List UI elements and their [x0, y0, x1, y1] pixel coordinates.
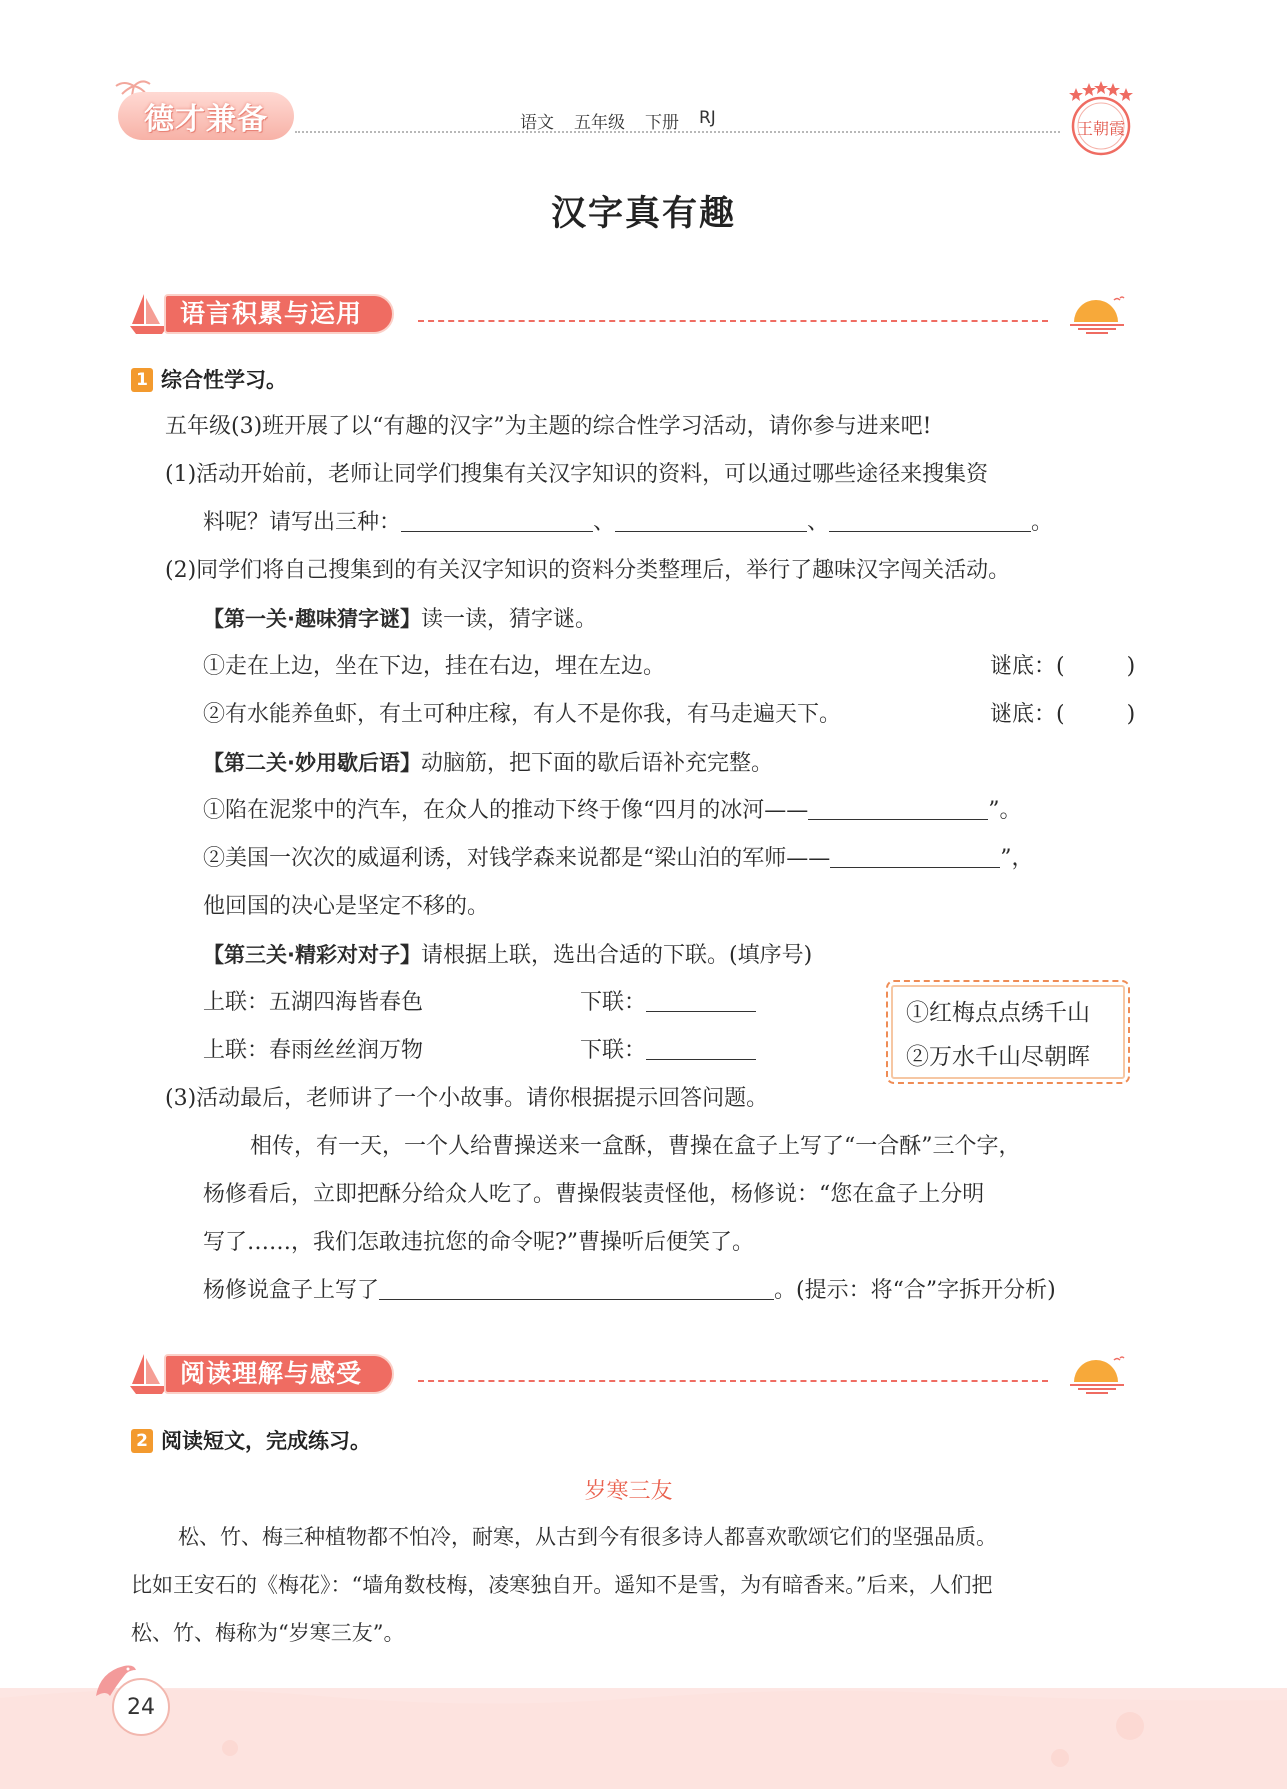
- saying-2-continued: 他回国的决心是坚定不移的。: [203, 894, 490, 919]
- reading-line-1: 松、竹、梅三种植物都不怕冷，耐寒，从古到今有很多诗人都喜欢歌颂它们的坚强品质。: [178, 1525, 997, 1549]
- question-1-heading: [131, 364, 287, 394]
- banner-dashed-line: [418, 320, 1048, 322]
- answer-prefix: 杨修说盒子上写了: [203, 1278, 380, 1303]
- reading-title: 岁寒三友: [584, 1479, 673, 1504]
- level3-title: 【第三关·精彩对对子】: [203, 943, 421, 967]
- saying-1-text: ①陷在泥浆中的汽车，在众人的推动下终于像“四月的冰河——: [203, 798, 809, 823]
- separator: 、: [593, 510, 616, 535]
- question-title: 综合性学习。: [161, 368, 287, 392]
- part1-line1: (1)活动开始前，老师让同学们搜集有关汉字知识的资料，可以通过哪些途径来搜集资: [165, 462, 989, 487]
- answer-blank-3[interactable]: [829, 509, 1031, 532]
- couplet-2-upper: 上联：春雨丝丝润万物: [203, 1038, 424, 1063]
- story-line-1: 相传，有一天，一个人给曹操送来一盒酥，曹操在盒子上写了“一合酥”三个字，: [250, 1134, 1021, 1159]
- footer-wave: [0, 1688, 1287, 1789]
- riddle-1: ①走在上边，坐在下边，挂在右边，埋在左边。: [203, 654, 666, 679]
- answer-blank-2[interactable]: [615, 509, 807, 532]
- story-answer: [203, 1276, 1056, 1306]
- saying-2-blank[interactable]: [830, 845, 1000, 868]
- intro-text: 五年级(3)班开展了以“有趣的汉字”为主题的综合性学习活动，请你参与进来吧!: [165, 414, 932, 439]
- option-2: ②万水千山尽朝晖: [906, 1044, 1090, 1070]
- level2-desc: 动脑筋，把下面的歇后语补充完整。: [420, 751, 773, 776]
- part3-text: (3)活动最后，老师讲了一个小故事。请你根据提示回答问题。: [165, 1086, 769, 1111]
- question-title: 阅读短文，完成练习。: [161, 1429, 371, 1453]
- subject-label: 语文: [520, 113, 554, 133]
- couplet-1-blank[interactable]: [646, 989, 756, 1012]
- story-line-3: 写了……，我们怎敢违抗您的命令呢?”曹操听后便笑了。: [203, 1230, 755, 1255]
- saying-1-end: ”。: [988, 798, 1022, 823]
- page-number: 24: [112, 1678, 170, 1736]
- question-2-heading: [131, 1425, 371, 1455]
- section-title: 阅读理解与感受: [164, 1354, 394, 1394]
- section-title: 语言积累与运用: [164, 294, 394, 334]
- separator: 、: [807, 510, 830, 535]
- volume-label: 下册: [645, 113, 679, 133]
- sunset-icon: [1066, 294, 1128, 334]
- riddle-2-answer[interactable]: [990, 700, 1135, 730]
- sunset-icon: [1066, 1354, 1128, 1394]
- level1-title: 【第一关·趣味猜字谜】: [203, 607, 421, 631]
- level2-heading: [203, 748, 773, 779]
- answer-close: ): [1126, 654, 1136, 679]
- lower-label: 下联：: [580, 1038, 647, 1063]
- svg-text:王朝霞: 王朝霞: [1076, 119, 1126, 138]
- couplet-options-box: [886, 980, 1130, 1084]
- brand-logo: 德才兼备: [118, 92, 294, 140]
- saying-2: [203, 844, 1034, 874]
- edition-label: RJ: [699, 108, 716, 128]
- answer-close: ): [1126, 702, 1136, 727]
- saying-1-blank[interactable]: [808, 797, 988, 820]
- reading-line-3: 松、竹、梅称为“岁寒三友”。: [131, 1621, 405, 1645]
- lower-label: 下联：: [580, 990, 647, 1015]
- couplet-2-lower: [580, 1036, 756, 1066]
- reading-line-2: 比如王安石的《梅花》：“墙角数枝梅，凌寒独自开。遥知不是雪，为有暗香来。”后来，人们把: [131, 1573, 993, 1597]
- level1-desc: 读一读，猜字谜。: [420, 607, 597, 632]
- couplet-1-lower: [580, 988, 756, 1018]
- option-1: ①红梅点点绣千山: [906, 1000, 1090, 1026]
- level3-desc: 请根据上联，选出合适的下联。(填序号): [420, 943, 813, 968]
- saying-2-end: ”，: [1000, 846, 1034, 871]
- part1-prompt: 料呢？请写出三种：: [203, 510, 402, 535]
- level2-title: 【第二关·妙用歇后语】: [203, 751, 421, 775]
- answer-hint: 。(提示：将“合”字拆开分析): [774, 1278, 1056, 1303]
- question-number: 2: [131, 1429, 153, 1453]
- part2-text: (2)同学们将自己搜集到的有关汉字知识的资料分类整理后，举行了趣味汉字闯关活动。: [165, 558, 1011, 583]
- grade-label: 五年级: [574, 113, 625, 133]
- banner-dashed-line: [418, 1380, 1048, 1382]
- story-answer-blank[interactable]: [379, 1277, 774, 1300]
- author-seal-icon: [1062, 80, 1140, 160]
- header-meta: [520, 108, 716, 133]
- answer-blank-1[interactable]: [401, 509, 593, 532]
- question-number: 1: [131, 368, 153, 392]
- section-banner-language: [128, 290, 1128, 336]
- section-banner-reading: [128, 1350, 1128, 1396]
- couplet-1-upper: 上联：五湖四海皆春色: [203, 990, 424, 1015]
- riddle-1-answer[interactable]: [990, 652, 1135, 682]
- page-title: 汉字真有趣: [550, 194, 736, 234]
- level3-heading: [203, 940, 812, 971]
- story-line-2: 杨修看后，立即把酥分给众人吃了。曹操假装责怪他，杨修说：“您在盒子上分明: [203, 1182, 985, 1207]
- part1-line2: [203, 508, 1053, 538]
- saying-2-text: ②美国一次次的威逼利诱，对钱学森来说都是“梁山泊的军师——: [203, 846, 831, 871]
- couplet-2-blank[interactable]: [646, 1037, 756, 1060]
- answer-label: 谜底：(: [990, 654, 1065, 679]
- riddle-2: ②有水能养鱼虾，有土可种庄稼，有人不是你我，有马走遍天下。: [203, 702, 842, 727]
- saying-1: [203, 796, 1022, 826]
- period: 。: [1031, 510, 1054, 535]
- level1-heading: [203, 604, 597, 635]
- answer-label: 谜底：(: [990, 702, 1065, 727]
